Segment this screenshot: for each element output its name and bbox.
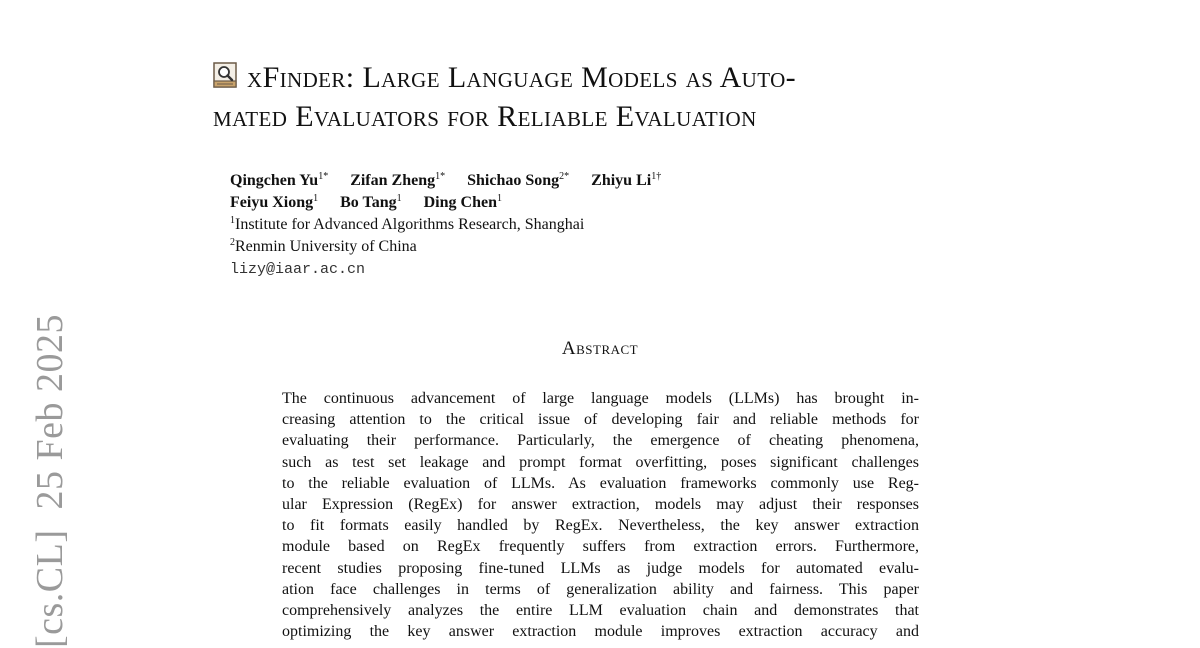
author-block: [230, 170, 930, 281]
abstract-line: module based on RegEx frequently suffers from extraction errors. Furthermore,: [282, 538, 919, 556]
abstract-heading: Abstract: [561, 338, 639, 359]
affiliation: $^2$Renmin University of China: [230, 237, 417, 255]
paper-title: [213, 58, 1013, 136]
abstract-line: optimizing the key answer extraction module improves extraction accuracy and: [282, 623, 919, 641]
author: Ding Chen$^1$: [423, 193, 502, 211]
author: Bo Tang$^1$: [340, 193, 402, 211]
abstract-line: ation face challenges in terms of generalization ability and fairness. This paper: [282, 580, 919, 598]
title-line-1: [213, 58, 1013, 97]
abstract-line: such as test set leakage and prompt format overfitting, poses significant challenges: [282, 453, 919, 471]
author-row-1: [230, 170, 930, 192]
abstract-line: evaluating their performance. Particularly, the emergence of cheating phenomena,: [282, 432, 919, 450]
magnifier-logo-icon: [213, 62, 237, 88]
author: Zhiyu $Li^{1\dagger}$: [591, 171, 662, 189]
abstract-line: The continuous advancement of large language models (LLMs) has brought in-: [282, 390, 919, 407]
author: Feiyu Xiong$^1$: [230, 193, 319, 211]
author: Zifan Zheng$^{1*}$: [350, 171, 446, 189]
abstract-body: [282, 388, 919, 642]
abstract-line: to the reliable evaluation of LLMs. As evaluation frameworks commonly use Reg-: [282, 474, 919, 492]
author: Qingchen $Yu^{1*}$: [230, 171, 329, 189]
author: Shichao Song$^{2*}$: [467, 171, 570, 189]
abstract-line: creasing attention to the critical issue of developing fair and reliable methods for: [282, 411, 919, 429]
abstract-line: ular Expression (RegEx) for answer extraction, models may adjust their responses: [282, 496, 919, 514]
abstract-line: comprehensively analyzes the entire LLM evaluation chain and demonstrates that: [282, 602, 919, 620]
title-line-2: mated Evaluators for Reliable Evaluation: [213, 100, 757, 133]
arxiv-category: [cs.CL]: [29, 529, 71, 648]
arxiv-date: 25 Feb 2025: [29, 313, 71, 510]
title-text-1: xFinder: Large Language Models as Auto-: [247, 61, 797, 94]
abstract-line: to fit formats easily handled by RegEx. Nevertheless, the key answer extraction: [282, 517, 919, 535]
abstract-line: recent studies proposing fine-tuned LLMs as judge models for automated evalu-: [282, 559, 919, 577]
affiliation: $^1$Institute for Advanced Algorithms Research, Shanghai: [230, 215, 585, 233]
author-row-2: [230, 192, 930, 214]
contact-email[interactable]: lizy@iaar.ac.cn: [230, 261, 366, 278]
